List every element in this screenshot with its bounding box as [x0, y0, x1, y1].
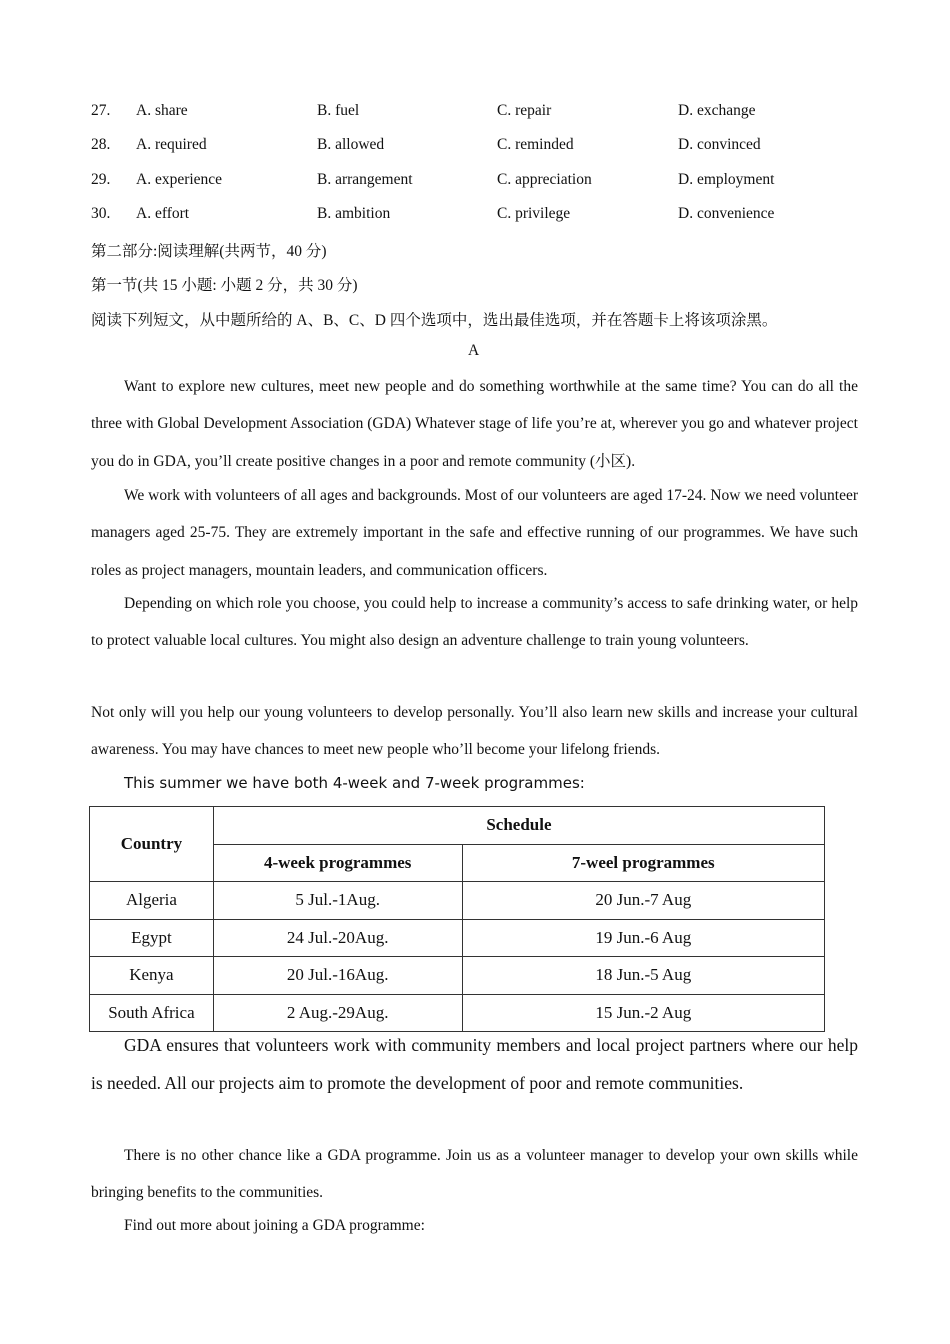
section-sub-title: 第一节(共 15 小题: 小题 2 分，共 30 分) [91, 277, 358, 294]
option-b: B. ambition [317, 205, 391, 222]
option-b: B. allowed [317, 136, 385, 153]
table-header-row [90, 807, 825, 845]
option-b: B. fuel [317, 102, 360, 119]
cell-country: South Africa [90, 994, 214, 1032]
passage-paragraph-7: Find out more about joining a GDA programme: [124, 1217, 425, 1234]
question-number: 28. [91, 136, 111, 153]
cell-7week: 18 Jun.-5 Aug [462, 957, 824, 995]
cell-country: Kenya [90, 957, 214, 995]
question-row [91, 205, 871, 227]
passage-paragraph-3: Depending on which role you choose, you could help to increase a community’s access to safe drinking water, or help to protect valuable local cultures. You might also design an adventure challenge to train young volunteers. [91, 595, 858, 650]
question-row [91, 171, 871, 193]
question-number: 29. [91, 171, 111, 188]
option-a: A. share [136, 102, 188, 119]
cell-4week: 2 Aug.-29Aug. [213, 994, 462, 1032]
header-schedule: Schedule [213, 807, 824, 845]
table-row [90, 919, 825, 957]
passage-label: A [468, 342, 480, 359]
passage-paragraph-4: Not only will you help our young volunteers to develop personally. You’ll also learn new skills and increase your cultural awareness. You may have chances to meet new people who’ll become your lifelong friends. [91, 704, 858, 759]
passage-paragraph-2: We work with volunteers of all ages and backgrounds. Most of our volunteers are aged 17-24. Now we need volunteer managers aged 25-75. They are extremely important in the safe and effective running of our programmes. We have such roles as project managers, mountain leaders, and communication officers. [91, 487, 858, 579]
header-4week: 4-week programmes [213, 844, 462, 882]
option-c: C. repair [497, 102, 552, 119]
option-b: B. arrangement [317, 171, 413, 188]
section-instruction: 阅读下列短文，从中题所给的 A、B、C、D 四个选项中，选出最佳选项，并在答题卡上将该项涂黑。 [91, 312, 778, 329]
option-a: A. effort [136, 205, 190, 222]
cell-7week: 20 Jun.-7 Aug [462, 882, 824, 920]
passage-paragraph-1: Want to explore new cultures, meet new people and do something worthwhile at the same time? You can do all the three with Global Development Association (GDA) Whatever stage of life you’re at, wherever you go and whatever project you do in GDA, you’ll create positive changes in a poor and remote community (小区). [91, 378, 858, 470]
question-row [91, 102, 871, 124]
option-a: A. required [136, 136, 207, 153]
table-row [90, 957, 825, 995]
question-number: 30. [91, 205, 111, 222]
option-c: C. appreciation [497, 171, 592, 188]
cell-7week: 15 Jun.-2 Aug [462, 994, 824, 1032]
cell-4week: 20 Jul.-16Aug. [213, 957, 462, 995]
header-7week: 7-weel programmes [462, 844, 824, 882]
option-a: A. experience [136, 171, 223, 188]
option-d: D. convenience [678, 205, 775, 222]
table-row [90, 882, 825, 920]
cell-country: Egypt [90, 919, 214, 957]
header-country: Country [90, 807, 214, 882]
option-c: C. reminded [497, 136, 574, 153]
cell-4week: 5 Jul.-1Aug. [213, 882, 462, 920]
question-number: 27. [91, 102, 111, 119]
option-c: C. privilege [497, 205, 571, 222]
option-d: D. convinced [678, 136, 761, 153]
passage-paragraph-5: GDA ensures that volunteers work with community members and local project partners where our help is needed. All our projects aim to promote the development of poor and remote communities. [91, 1035, 858, 1093]
table-row [90, 994, 825, 1032]
section-part-title: 第二部分:阅读理解(共两节，40 分) [91, 243, 327, 260]
option-d: D. exchange [678, 102, 756, 119]
cell-4week: 24 Jul.-20Aug. [213, 919, 462, 957]
schedule-table [89, 806, 825, 1032]
passage-paragraph-6: There is no other chance like a GDA programme. Join us as a volunteer manager to develop your own skills while bringing benefits to the communities. [91, 1147, 858, 1202]
cell-7week: 19 Jun.-6 Aug [462, 919, 824, 957]
question-row [91, 136, 871, 158]
table-intro: This summer we have both 4-week and 7-week programmes: [124, 774, 585, 792]
cell-country: Algeria [90, 882, 214, 920]
option-d: D. employment [678, 171, 775, 188]
